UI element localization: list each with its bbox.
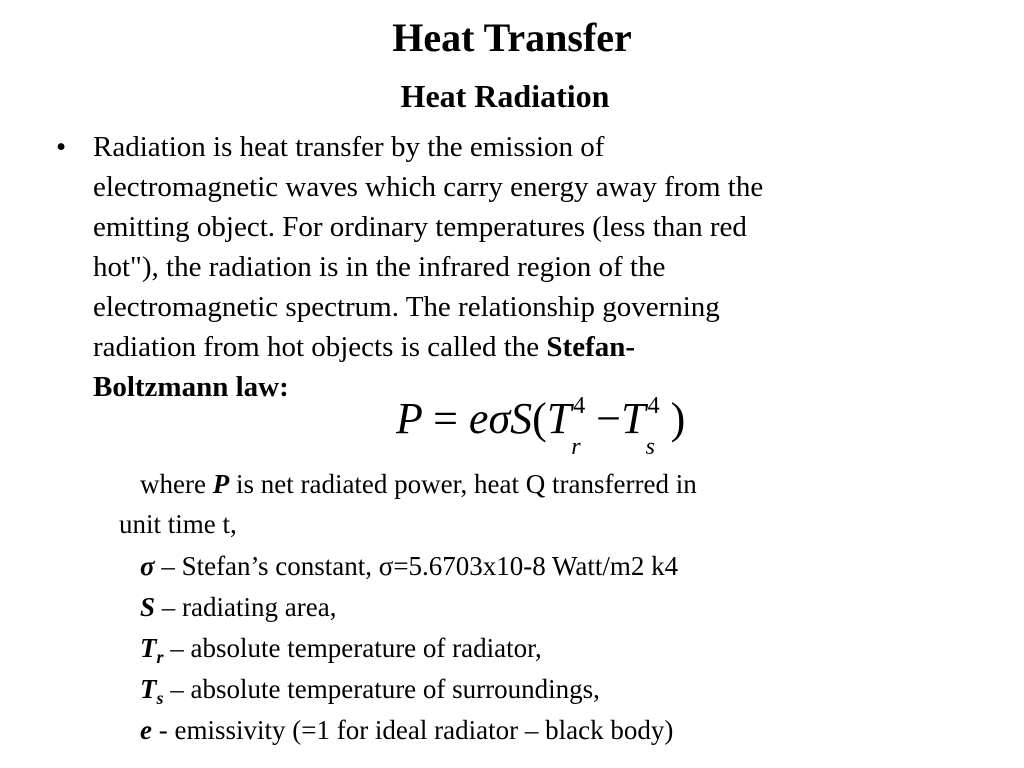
area-symbol: S: [140, 592, 156, 622]
emissivity-symbol: e: [140, 715, 152, 745]
surroundings-temp-description: – absolute temperature of surroundings,: [163, 674, 600, 704]
emissivity-description: - emissivity (=1 for ideal radiator – black body): [151, 715, 674, 745]
sigma-symbol: σ: [140, 551, 155, 581]
bullet-line-5: electromagnetic spectrum. The relationship governing: [93, 291, 720, 323]
bullet-line-2: electromagnetic waves which carry energy away from the: [93, 171, 764, 203]
formula-T-s-subscript: s: [645, 434, 655, 460]
formula-close-paren: ): [670, 394, 686, 443]
formula-T-s-exponent: 4: [647, 393, 660, 419]
surroundings-temp-subscript: s: [156, 688, 164, 708]
radiator-temp-symbol: [140, 633, 164, 667]
sigma-description: – Stefan’s constant, σ=5.6703x10-8 Watt/m2 k4: [154, 551, 679, 581]
formula-area-symbol: S: [510, 394, 533, 443]
bullet-line-1: Radiation is heat transfer by the emission of: [93, 131, 605, 163]
formula-radiator-temp: [546, 393, 586, 460]
law-name-part-1: Stefan-: [546, 331, 636, 363]
bullet-line-4: hot"), the radiation is in the infrared region of the: [93, 251, 666, 283]
formula-power-symbol: P: [396, 394, 423, 443]
surroundings-temp-symbol: [140, 674, 164, 708]
formula-equals: =: [433, 394, 458, 443]
definition-surroundings-temperature: [140, 669, 600, 709]
area-description: – radiating area,: [155, 592, 337, 622]
bullet-line-3: emitting object. For ordinary temperatures (less than red: [93, 211, 747, 243]
where-label: where: [140, 469, 213, 499]
definition-sigma: [140, 546, 678, 586]
radiator-temp-letter: T: [140, 633, 157, 663]
formula-T-r-exponent: 4: [573, 393, 586, 419]
power-description: is net radiated power, heat Q transferred in: [229, 469, 697, 499]
slide-subtitle: Heat Radiation: [400, 78, 610, 114]
formula-surroundings-temp: [621, 393, 660, 460]
formula-T-r-subscript: r: [571, 434, 581, 460]
surroundings-temp-letter: T: [140, 674, 157, 704]
formula-sigma-symbol: σ: [488, 394, 511, 443]
slide-title: Heat Transfer: [392, 15, 632, 60]
definition-power-continued: unit time t,: [119, 509, 237, 539]
definition-emissivity: [140, 710, 673, 750]
stefan-boltzmann-formula: [396, 388, 776, 460]
formula-emissivity-symbol: e: [468, 394, 489, 443]
radiator-temp-description: – absolute temperature of radiator,: [163, 633, 542, 663]
power-symbol: P: [212, 469, 230, 499]
definition-power: [140, 464, 697, 504]
definition-radiator-temperature: [140, 628, 542, 668]
formula-T-r: T: [546, 394, 572, 443]
formula-minus: −: [596, 394, 622, 443]
formula-T-s: T: [621, 394, 646, 443]
definition-area: [140, 587, 336, 627]
bullet-marker: •: [56, 131, 67, 163]
bullet-text: [93, 127, 963, 407]
formula-open-paren: (: [532, 394, 547, 443]
radiator-temp-subscript: r: [156, 647, 164, 667]
law-name-part-2: Boltzmann law:: [93, 371, 289, 403]
bullet-line-6: [93, 327, 963, 367]
bullet-line-6-text: radiation from hot objects is called the: [93, 331, 547, 363]
